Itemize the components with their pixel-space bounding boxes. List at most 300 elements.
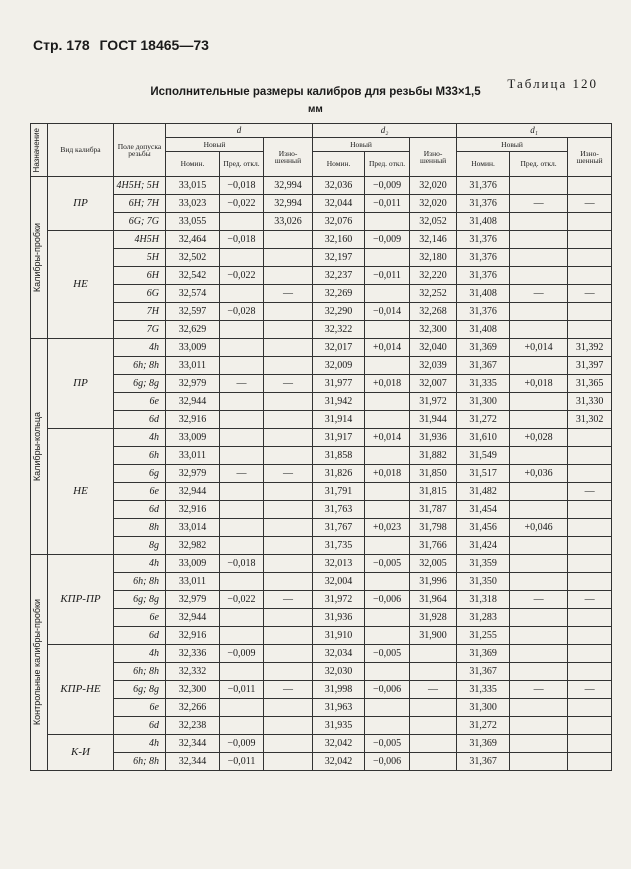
d1-deviation bbox=[510, 213, 568, 231]
d1-nominal: 31,359 bbox=[457, 555, 510, 573]
d1-worn: — bbox=[568, 483, 612, 501]
d2-nominal: 32,197 bbox=[313, 249, 365, 267]
d-worn bbox=[264, 303, 313, 321]
d1-worn bbox=[568, 519, 612, 537]
pred-header: Пред. откл. bbox=[510, 152, 568, 177]
d1-deviation bbox=[510, 501, 568, 519]
d-worn bbox=[264, 753, 313, 771]
new-header: Новый bbox=[457, 138, 568, 152]
d-nominal: 32,629 bbox=[166, 321, 220, 339]
d2-worn: 31,936 bbox=[410, 429, 457, 447]
d2-worn: 31,972 bbox=[410, 393, 457, 411]
table-row bbox=[31, 231, 612, 249]
d1-nominal: 31,408 bbox=[457, 213, 510, 231]
d1-worn bbox=[568, 321, 612, 339]
d-worn: — bbox=[264, 465, 313, 483]
d-nominal: 32,597 bbox=[166, 303, 220, 321]
d-nominal: 32,979 bbox=[166, 591, 220, 609]
d2-nominal: 31,998 bbox=[313, 681, 365, 699]
d2-nominal: 31,763 bbox=[313, 501, 365, 519]
d2-nominal: 31,963 bbox=[313, 699, 365, 717]
d2-nominal: 32,044 bbox=[313, 195, 365, 213]
d1-nominal: 31,350 bbox=[457, 573, 510, 591]
table-row bbox=[31, 411, 612, 429]
d2-deviation bbox=[365, 213, 410, 231]
d-worn bbox=[264, 411, 313, 429]
d2-deviation bbox=[365, 609, 410, 627]
purpose-header: Назначение bbox=[31, 124, 48, 177]
d1-deviation bbox=[510, 321, 568, 339]
d2-worn: 31,787 bbox=[410, 501, 457, 519]
tolerance-field: 4h bbox=[114, 339, 166, 357]
d-deviation bbox=[220, 537, 264, 555]
d1-worn bbox=[568, 465, 612, 483]
d1-worn bbox=[568, 303, 612, 321]
table-row bbox=[31, 357, 612, 375]
d2-worn: 31,766 bbox=[410, 537, 457, 555]
gauge-type: ПР bbox=[48, 177, 114, 231]
table-row bbox=[31, 591, 612, 609]
d-worn: — bbox=[264, 591, 313, 609]
d1-nominal: 31,367 bbox=[457, 753, 510, 771]
d1-nominal: 31,318 bbox=[457, 591, 510, 609]
d-deviation bbox=[220, 483, 264, 501]
d-worn bbox=[264, 537, 313, 555]
d-worn bbox=[264, 663, 313, 681]
d1-deviation: — bbox=[510, 681, 568, 699]
d2-nominal: 32,322 bbox=[313, 321, 365, 339]
d1-worn bbox=[568, 501, 612, 519]
table-label: Таблица 120 bbox=[507, 76, 598, 91]
d-worn bbox=[264, 555, 313, 573]
d1-nominal: 31,369 bbox=[457, 645, 510, 663]
d1-deviation bbox=[510, 447, 568, 465]
d-worn bbox=[264, 645, 313, 663]
d1-deviation: — bbox=[510, 591, 568, 609]
d-deviation: −0,009 bbox=[220, 735, 264, 753]
d2-deviation bbox=[365, 663, 410, 681]
d-deviation bbox=[220, 213, 264, 231]
d1-worn bbox=[568, 663, 612, 681]
d2-deviation: −0,014 bbox=[365, 303, 410, 321]
d-nominal: 32,332 bbox=[166, 663, 220, 681]
gauge-type: К-И bbox=[48, 735, 114, 771]
d2-worn: 31,964 bbox=[410, 591, 457, 609]
d2-nominal: 31,858 bbox=[313, 447, 365, 465]
d-deviation: −0,018 bbox=[220, 555, 264, 573]
d-nominal: 33,011 bbox=[166, 357, 220, 375]
d2-deviation bbox=[365, 321, 410, 339]
d-worn bbox=[264, 429, 313, 447]
d-worn: 33,026 bbox=[264, 213, 313, 231]
table-row bbox=[31, 555, 612, 573]
d-nominal: 32,542 bbox=[166, 267, 220, 285]
d-worn: 32,994 bbox=[264, 195, 313, 213]
d1-deviation bbox=[510, 483, 568, 501]
d-nominal: 33,011 bbox=[166, 447, 220, 465]
d1-deviation: — bbox=[510, 195, 568, 213]
section-label: Контрольные калибры-пробки bbox=[31, 555, 48, 771]
tol-field-header: Поле допуска резьбы bbox=[114, 124, 166, 177]
d1-deviation bbox=[510, 555, 568, 573]
tolerance-field: 6h; 8h bbox=[114, 357, 166, 375]
d2-nominal: 31,935 bbox=[313, 717, 365, 735]
tolerance-field: 6d bbox=[114, 627, 166, 645]
table-row bbox=[31, 249, 612, 267]
d1-deviation bbox=[510, 357, 568, 375]
d1-nominal: 31,335 bbox=[457, 375, 510, 393]
d-deviation: −0,018 bbox=[220, 231, 264, 249]
d2-nominal: 31,914 bbox=[313, 411, 365, 429]
d2-deviation bbox=[365, 573, 410, 591]
d2-nominal: 31,942 bbox=[313, 393, 365, 411]
d1-nominal: 31,369 bbox=[457, 735, 510, 753]
d2-nominal: 31,972 bbox=[313, 591, 365, 609]
d1-deviation: +0,018 bbox=[510, 375, 568, 393]
d-deviation bbox=[220, 411, 264, 429]
d-worn bbox=[264, 519, 313, 537]
table-row bbox=[31, 447, 612, 465]
table-row bbox=[31, 609, 612, 627]
d1-worn: 31,302 bbox=[568, 411, 612, 429]
d1-worn bbox=[568, 645, 612, 663]
d2-nominal: 32,004 bbox=[313, 573, 365, 591]
d1-nominal: 31,376 bbox=[457, 231, 510, 249]
d1-deviation: — bbox=[510, 285, 568, 303]
d2-deviation bbox=[365, 627, 410, 645]
d-worn bbox=[264, 357, 313, 375]
tolerance-field: 6g; 8g bbox=[114, 591, 166, 609]
d1-deviation bbox=[510, 699, 568, 717]
tolerance-field: 6H bbox=[114, 267, 166, 285]
d-deviation: — bbox=[220, 465, 264, 483]
d-nominal: 32,979 bbox=[166, 465, 220, 483]
d2-deviation bbox=[365, 537, 410, 555]
d2-worn: 32,007 bbox=[410, 375, 457, 393]
d-nominal: 32,944 bbox=[166, 393, 220, 411]
d1-nominal: 31,283 bbox=[457, 609, 510, 627]
d1-worn: 31,397 bbox=[568, 357, 612, 375]
d2-worn: 31,882 bbox=[410, 447, 457, 465]
new-header: Новый bbox=[313, 138, 410, 152]
d1-worn: — bbox=[568, 195, 612, 213]
d-deviation: −0,011 bbox=[220, 681, 264, 699]
d1-deviation: +0,028 bbox=[510, 429, 568, 447]
d-nominal: 33,015 bbox=[166, 177, 220, 195]
d2-worn: 31,850 bbox=[410, 465, 457, 483]
table-row bbox=[31, 519, 612, 537]
d-nominal: 32,344 bbox=[166, 735, 220, 753]
d2-worn: 32,052 bbox=[410, 213, 457, 231]
d-worn bbox=[264, 231, 313, 249]
d1-deviation bbox=[510, 717, 568, 735]
tolerance-field: 4H5H bbox=[114, 231, 166, 249]
tolerance-field: 6g bbox=[114, 465, 166, 483]
table-row bbox=[31, 699, 612, 717]
d1-nominal: 31,610 bbox=[457, 429, 510, 447]
table-row bbox=[31, 735, 612, 753]
table-row bbox=[31, 393, 612, 411]
d2-deviation bbox=[365, 357, 410, 375]
d-worn bbox=[264, 717, 313, 735]
tolerance-field: 8h bbox=[114, 519, 166, 537]
page-header bbox=[33, 37, 215, 53]
d2-nominal: 32,009 bbox=[313, 357, 365, 375]
d1-worn bbox=[568, 735, 612, 753]
d-nominal: 32,916 bbox=[166, 627, 220, 645]
section-label: Калибры-пробки bbox=[31, 177, 48, 339]
d2-nominal: 31,826 bbox=[313, 465, 365, 483]
d1-nominal: 31,424 bbox=[457, 537, 510, 555]
d-nominal: 33,009 bbox=[166, 339, 220, 357]
d-worn bbox=[264, 267, 313, 285]
d-nominal: 32,464 bbox=[166, 231, 220, 249]
d2-worn: 32,020 bbox=[410, 177, 457, 195]
d-deviation bbox=[220, 249, 264, 267]
calibre-table bbox=[30, 123, 612, 771]
d2-deviation: −0,011 bbox=[365, 267, 410, 285]
d2-deviation: +0,014 bbox=[365, 429, 410, 447]
d2-worn: 31,900 bbox=[410, 627, 457, 645]
d1-worn bbox=[568, 717, 612, 735]
d-worn: — bbox=[264, 375, 313, 393]
d1-nominal: 31,255 bbox=[457, 627, 510, 645]
table-body bbox=[31, 177, 612, 771]
d2-worn: 31,996 bbox=[410, 573, 457, 591]
gauge-type: КПР-НЕ bbox=[48, 645, 114, 735]
d2-worn bbox=[410, 735, 457, 753]
d1-nominal: 31,272 bbox=[457, 411, 510, 429]
d1-worn bbox=[568, 429, 612, 447]
tolerance-field: 6h; 8h bbox=[114, 663, 166, 681]
page-number: Стр. 178 bbox=[33, 37, 90, 53]
d-nominal: 32,300 bbox=[166, 681, 220, 699]
d2-nominal: 31,936 bbox=[313, 609, 365, 627]
d-header: d bbox=[166, 124, 313, 138]
d-nominal: 32,574 bbox=[166, 285, 220, 303]
d2-deviation bbox=[365, 501, 410, 519]
d2-deviation: −0,011 bbox=[365, 195, 410, 213]
table-row bbox=[31, 645, 612, 663]
d-deviation bbox=[220, 663, 264, 681]
d-deviation bbox=[220, 429, 264, 447]
tolerance-field: 6h bbox=[114, 447, 166, 465]
d1-nominal: 31,272 bbox=[457, 717, 510, 735]
d2-worn: 32,300 bbox=[410, 321, 457, 339]
d1-worn bbox=[568, 627, 612, 645]
table-row bbox=[31, 267, 612, 285]
d-nominal: 32,944 bbox=[166, 609, 220, 627]
d1-nominal: 31,454 bbox=[457, 501, 510, 519]
d-deviation: −0,011 bbox=[220, 753, 264, 771]
d1-worn: 31,365 bbox=[568, 375, 612, 393]
table-row bbox=[31, 339, 612, 357]
d1-deviation bbox=[510, 645, 568, 663]
tolerance-field: 6h; 8h bbox=[114, 753, 166, 771]
d-nominal: 33,023 bbox=[166, 195, 220, 213]
tolerance-field: 6d bbox=[114, 717, 166, 735]
d1-deviation bbox=[510, 411, 568, 429]
d-deviation bbox=[220, 717, 264, 735]
d1-nominal: 31,300 bbox=[457, 393, 510, 411]
d-nominal: 33,009 bbox=[166, 555, 220, 573]
d2-nominal: 32,042 bbox=[313, 735, 365, 753]
d2-header: d₂ bbox=[313, 124, 457, 138]
d2-nominal: 32,042 bbox=[313, 753, 365, 771]
d-worn bbox=[264, 249, 313, 267]
d1-deviation: +0,046 bbox=[510, 519, 568, 537]
d1-nominal: 31,376 bbox=[457, 177, 510, 195]
d2-nominal: 32,237 bbox=[313, 267, 365, 285]
tolerance-field: 6G bbox=[114, 285, 166, 303]
d1-deviation bbox=[510, 249, 568, 267]
d2-nominal: 32,036 bbox=[313, 177, 365, 195]
d-worn: — bbox=[264, 681, 313, 699]
nom-header: Номин. bbox=[166, 152, 220, 177]
d-deviation bbox=[220, 447, 264, 465]
d-deviation bbox=[220, 519, 264, 537]
d2-worn: 32,005 bbox=[410, 555, 457, 573]
d-deviation bbox=[220, 609, 264, 627]
d2-nominal: 31,791 bbox=[313, 483, 365, 501]
d2-worn: 32,180 bbox=[410, 249, 457, 267]
tolerance-field: 5H bbox=[114, 249, 166, 267]
d-deviation: −0,009 bbox=[220, 645, 264, 663]
d2-worn bbox=[410, 753, 457, 771]
d-nominal: 33,009 bbox=[166, 429, 220, 447]
d2-nominal: 32,269 bbox=[313, 285, 365, 303]
d1-nominal: 31,367 bbox=[457, 357, 510, 375]
tolerance-field: 4H5H; 5H bbox=[114, 177, 166, 195]
d2-nominal: 31,977 bbox=[313, 375, 365, 393]
table-row bbox=[31, 213, 612, 231]
d1-worn bbox=[568, 537, 612, 555]
d-nominal: 32,944 bbox=[166, 483, 220, 501]
d2-deviation: −0,005 bbox=[365, 735, 410, 753]
d1-worn bbox=[568, 699, 612, 717]
d1-deviation bbox=[510, 267, 568, 285]
d1-worn bbox=[568, 447, 612, 465]
tolerance-field: 6h; 8h bbox=[114, 573, 166, 591]
d-nominal: 32,344 bbox=[166, 753, 220, 771]
d1-worn bbox=[568, 573, 612, 591]
d-nominal: 32,336 bbox=[166, 645, 220, 663]
tolerance-field: 6e bbox=[114, 393, 166, 411]
d-worn bbox=[264, 339, 313, 357]
tolerance-field: 4h bbox=[114, 735, 166, 753]
d-worn: 32,994 bbox=[264, 177, 313, 195]
tolerance-field: 4h bbox=[114, 555, 166, 573]
d1-worn bbox=[568, 231, 612, 249]
d-nominal: 32,266 bbox=[166, 699, 220, 717]
table-row bbox=[31, 177, 612, 195]
d2-nominal: 31,910 bbox=[313, 627, 365, 645]
d-worn: — bbox=[264, 285, 313, 303]
d1-nominal: 31,456 bbox=[457, 519, 510, 537]
table-row bbox=[31, 321, 612, 339]
d1-header: d₁ bbox=[457, 124, 612, 138]
gauge-type: КПР-ПР bbox=[48, 555, 114, 645]
d-worn bbox=[264, 735, 313, 753]
d1-worn: — bbox=[568, 285, 612, 303]
d2-deviation bbox=[365, 483, 410, 501]
table-row bbox=[31, 717, 612, 735]
d2-deviation bbox=[365, 393, 410, 411]
d-worn bbox=[264, 501, 313, 519]
d2-worn: 32,020 bbox=[410, 195, 457, 213]
d-nominal: 32,238 bbox=[166, 717, 220, 735]
table-row bbox=[31, 663, 612, 681]
nom-header: Номин. bbox=[313, 152, 365, 177]
d1-nominal: 31,367 bbox=[457, 663, 510, 681]
d-worn bbox=[264, 609, 313, 627]
d-nominal: 33,011 bbox=[166, 573, 220, 591]
d2-worn: 31,798 bbox=[410, 519, 457, 537]
worn-header: Изно-шенный bbox=[410, 138, 457, 177]
d2-worn: 32,040 bbox=[410, 339, 457, 357]
d2-worn: 32,220 bbox=[410, 267, 457, 285]
d1-nominal: 31,335 bbox=[457, 681, 510, 699]
d-worn bbox=[264, 483, 313, 501]
tolerance-field: 7G bbox=[114, 321, 166, 339]
tolerance-field: 6g; 8g bbox=[114, 375, 166, 393]
d1-worn bbox=[568, 555, 612, 573]
tolerance-field: 6e bbox=[114, 483, 166, 501]
d1-worn: 31,392 bbox=[568, 339, 612, 357]
tolerance-field: 7H bbox=[114, 303, 166, 321]
d2-nominal: 32,017 bbox=[313, 339, 365, 357]
d1-deviation bbox=[510, 537, 568, 555]
d2-worn: 32,252 bbox=[410, 285, 457, 303]
d1-nominal: 31,408 bbox=[457, 321, 510, 339]
d1-deviation: +0,036 bbox=[510, 465, 568, 483]
d2-deviation: +0,014 bbox=[365, 339, 410, 357]
table-row bbox=[31, 303, 612, 321]
d1-deviation bbox=[510, 573, 568, 591]
table-row bbox=[31, 501, 612, 519]
worn-header: Изно-шенный bbox=[264, 138, 313, 177]
d-nominal: 32,982 bbox=[166, 537, 220, 555]
d1-nominal: 31,517 bbox=[457, 465, 510, 483]
d1-worn: — bbox=[568, 681, 612, 699]
d-nominal: 32,502 bbox=[166, 249, 220, 267]
d-deviation bbox=[220, 699, 264, 717]
d2-deviation: −0,006 bbox=[365, 591, 410, 609]
d2-deviation bbox=[365, 699, 410, 717]
d1-worn bbox=[568, 753, 612, 771]
table-row bbox=[31, 465, 612, 483]
tolerance-field: 6d bbox=[114, 411, 166, 429]
d2-deviation: −0,006 bbox=[365, 681, 410, 699]
pred-header: Пред. откл. bbox=[365, 152, 410, 177]
d-deviation: −0,022 bbox=[220, 195, 264, 213]
d1-deviation: +0,014 bbox=[510, 339, 568, 357]
worn-header: Изно-шенный bbox=[568, 138, 612, 177]
d-deviation: −0,028 bbox=[220, 303, 264, 321]
nom-header: Номин. bbox=[457, 152, 510, 177]
d2-worn: — bbox=[410, 681, 457, 699]
d2-worn: 32,146 bbox=[410, 231, 457, 249]
d-deviation: −0,018 bbox=[220, 177, 264, 195]
d-worn bbox=[264, 393, 313, 411]
table-row bbox=[31, 195, 612, 213]
gauge-type: ПР bbox=[48, 339, 114, 429]
table-row bbox=[31, 681, 612, 699]
d1-deviation bbox=[510, 627, 568, 645]
d-nominal: 32,979 bbox=[166, 375, 220, 393]
d-deviation: — bbox=[220, 375, 264, 393]
d1-nominal: 31,376 bbox=[457, 267, 510, 285]
